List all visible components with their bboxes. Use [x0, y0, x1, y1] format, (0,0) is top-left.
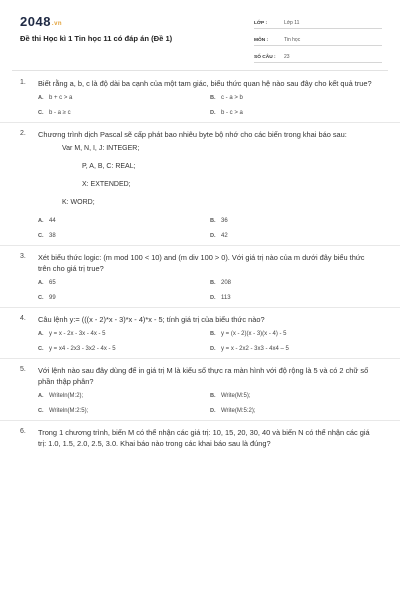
logo-text: 2048	[20, 14, 51, 29]
answer-option[interactable]	[38, 295, 210, 301]
option-text: b - a ≥ c	[49, 110, 71, 116]
answer-option[interactable]	[210, 218, 382, 224]
answer-options	[38, 218, 386, 239]
question-number: 2.	[20, 130, 26, 137]
option-letter: C.	[38, 110, 44, 116]
option-text: 36	[221, 218, 228, 224]
answer-option[interactable]	[210, 280, 382, 286]
option-text: y = (x - 2)(x - 3)(x - 4) - 5	[221, 331, 287, 337]
answer-option[interactable]	[38, 393, 210, 399]
question-text: Trong 1 chương trình, biến M có thể nhận các giá trị: 10, 15, 20, 30, 40 và biến N có thể nhận các giá trị: 1.0, 1.5, 2.0, 2.5, 3.0. Khai báo nào trong các khai báo sau là đúng?	[38, 428, 370, 448]
answer-option[interactable]	[210, 110, 382, 116]
option-letter: B.	[210, 95, 216, 101]
logo-suffix: .vn	[51, 21, 63, 27]
meta-value: 23	[284, 54, 290, 60]
option-text: 42	[221, 233, 228, 239]
answer-option[interactable]	[210, 408, 382, 414]
option-letter: A.	[38, 393, 44, 399]
answer-option[interactable]	[210, 331, 382, 337]
option-text: 44	[49, 218, 56, 224]
meta-value: Lớp 11	[284, 20, 300, 26]
option-text: Writeln(M:2);	[49, 393, 84, 399]
option-text: c - a > b	[221, 95, 243, 101]
option-text: y = x - 2x - 3x - 4x - 5	[49, 331, 106, 337]
option-letter: B.	[210, 280, 216, 286]
question-item	[0, 421, 400, 455]
answer-option[interactable]	[38, 346, 210, 352]
question-item	[0, 246, 400, 308]
option-letter: D.	[210, 346, 216, 352]
option-letter: A.	[38, 218, 44, 224]
meta-row-class	[254, 14, 382, 29]
option-letter: D.	[210, 233, 216, 239]
code-line: X: EXTENDED;	[82, 181, 131, 188]
answer-option[interactable]	[210, 295, 382, 301]
code-line: P, A, B, C: REAL;	[82, 163, 136, 170]
question-number: 4.	[20, 315, 26, 322]
option-letter: C.	[38, 295, 44, 301]
answer-option[interactable]	[38, 218, 210, 224]
meta-row-count	[254, 48, 382, 63]
answer-options	[38, 280, 386, 301]
answer-option[interactable]	[38, 331, 210, 337]
answer-option[interactable]	[38, 280, 210, 286]
answer-option[interactable]	[210, 233, 382, 239]
header-divider	[12, 70, 388, 71]
option-letter: D.	[210, 408, 216, 414]
question-number: 3.	[20, 253, 26, 260]
option-text: b - c > a	[221, 110, 243, 116]
meta-row-subject	[254, 31, 382, 46]
option-letter: B.	[210, 218, 216, 224]
question-item	[0, 359, 400, 421]
option-letter: B.	[210, 331, 216, 337]
question-text: Xét biểu thức logic: (m mod 100 < 10) and (m div 100 > 0). Với giá trị nào của m dưới đây biểu thức trên cho giá trị true?	[38, 253, 365, 273]
option-letter: B.	[210, 393, 216, 399]
question-text: Chương trình dịch Pascal sẽ cấp phát bao nhiêu byte bộ nhớ cho các biến trong khai báo sau:	[38, 130, 347, 139]
code-line: Var M, N, I, J: INTEGER;	[62, 145, 140, 152]
question-list	[0, 72, 400, 455]
option-text: y = x - 2x2 - 3x3 - 4x4 – 5	[221, 346, 289, 352]
option-text: Write(M:5:2);	[221, 408, 256, 414]
answer-options	[38, 331, 386, 352]
option-text: 99	[49, 295, 56, 301]
option-text: y = x4 - 2x3 - 3x2 - 4x - 5	[49, 346, 116, 352]
answer-option[interactable]	[210, 346, 382, 352]
option-text: Write(M:5);	[221, 393, 251, 399]
option-text: b + c > a	[49, 95, 73, 101]
answer-option[interactable]	[210, 95, 382, 101]
meta-label: LỚP :	[254, 21, 268, 26]
option-letter: D.	[210, 110, 216, 116]
option-text: 208	[221, 280, 232, 286]
option-letter: C.	[38, 233, 44, 239]
question-item	[0, 123, 400, 246]
site-logo[interactable]	[20, 14, 62, 29]
answer-option[interactable]	[38, 110, 210, 116]
question-number: 1.	[20, 79, 26, 86]
answer-option[interactable]	[210, 393, 382, 399]
option-letter: C.	[38, 408, 44, 414]
question-text: Với lệnh nào sau đây dùng để in giá trị M là kiểu số thực ra màn hình với độ rộng là 5 và có 2 chữ số phần thập phân?	[38, 366, 369, 386]
meta-label: SỐ CÂU :	[254, 55, 276, 60]
code-line: K: WORD;	[62, 199, 95, 206]
question-number: 5.	[20, 366, 26, 373]
meta-label: MÔN :	[254, 38, 269, 43]
question-text: Câu lệnh y:= (((x - 2)*x - 3)*x - 4)*x - 5; tính giá trị của biểu thức nào?	[38, 315, 265, 324]
option-letter: A.	[38, 331, 44, 337]
option-text: 65	[49, 280, 56, 286]
answer-option[interactable]	[38, 408, 210, 414]
option-letter: C.	[38, 346, 44, 352]
meta-value: Tin học	[284, 37, 301, 43]
answer-options	[38, 95, 386, 116]
page-title: Đề thi Học kì 1 Tin học 11 có đáp án (Đề 1)	[20, 34, 173, 43]
option-text: Writeln(M:2:5);	[49, 408, 89, 414]
question-item	[0, 72, 400, 123]
question-number: 6.	[20, 428, 26, 435]
page-header	[0, 0, 400, 70]
answer-option[interactable]	[38, 233, 210, 239]
answer-option[interactable]	[38, 95, 210, 101]
question-text: Biết rằng a, b, c là độ dài ba cạnh của một tam giác, biểu thức quan hệ nào sau đây cho kết quả true?	[38, 79, 372, 88]
option-text: 38	[49, 233, 56, 239]
exam-meta	[254, 14, 382, 65]
option-letter: A.	[38, 280, 44, 286]
option-letter: A.	[38, 95, 44, 101]
option-letter: D.	[210, 295, 216, 301]
option-text: 113	[221, 295, 231, 301]
answer-options	[38, 393, 386, 414]
question-item	[0, 308, 400, 359]
